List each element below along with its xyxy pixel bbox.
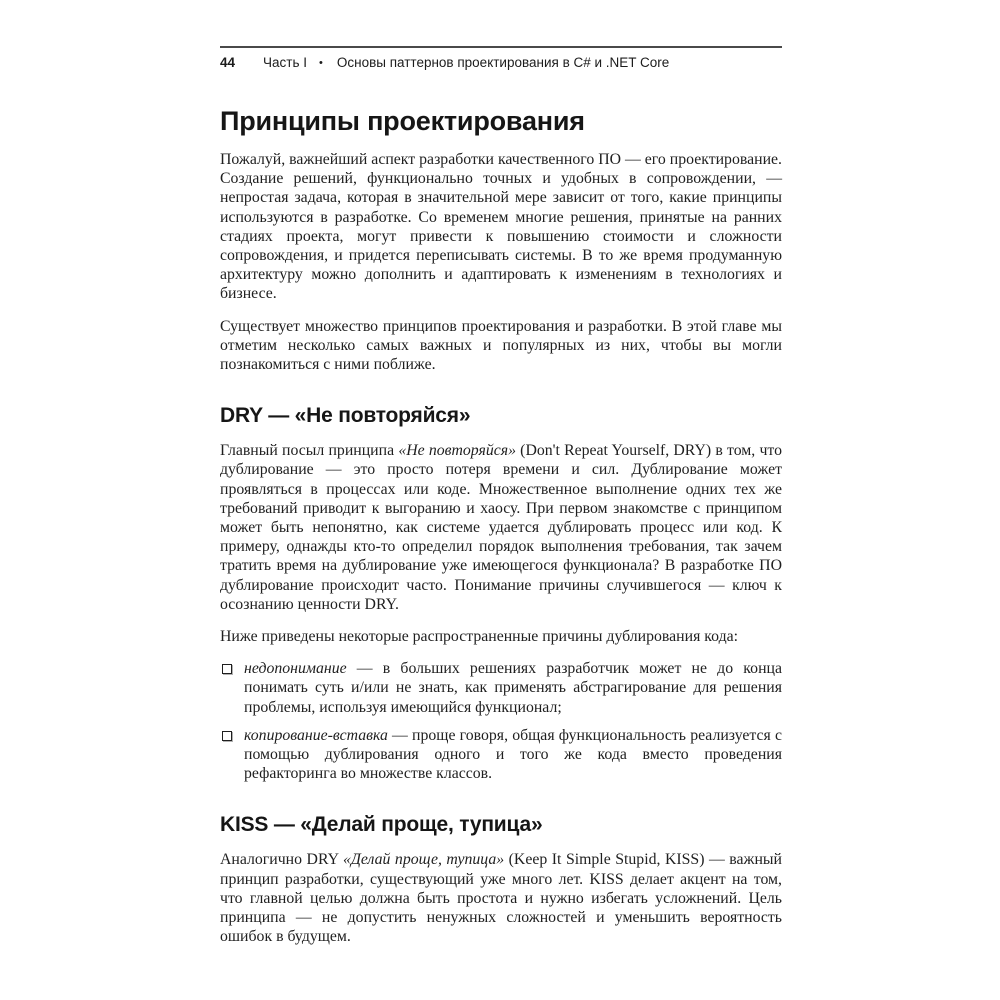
intro-paragraph-2: Существует множество принципов проектирования и разработки. В этой главе мы отметим несколько самых важных и популярных из них, чтобы вы могли познакомиться с ними поближе. <box>220 317 782 374</box>
page-number: 44 <box>220 55 236 70</box>
chapter-title: Основы паттернов проектирования в C# и .NET Core <box>336 55 670 70</box>
list-item <box>220 659 782 717</box>
list-item <box>220 726 782 784</box>
section-heading-dry: DRY — «Не повторяйся» <box>220 404 471 428</box>
kiss-paragraph-1: Аналогично DRY «Делай проще, тупица» (Keep It Simple Stupid, KISS) — важный принцип разработки, существующий уже много лет. KISS делает акцент на том, что главной целью должна быть простота и нужно избегать усложнений. Цель принципа — не допустить ненужных сложностей и уменьшить вероятность ошибок в будущем. <box>220 851 782 946</box>
list-item-text: копирование-вставка — проще говоря, общая функциональность реализуется с помощью дублирования одного и того же кода вместо проведения рефакторинга во множестве классов. <box>244 726 782 783</box>
intro-paragraph-1: Пожалуй, важнейший аспект разработки качественного ПО — его проектирование. Создание решений, функционально точных и удобных в сопровождении, — непростая задача, которая в значительной мере зависит от того, какие принципы используются в разработке. Со временем многие решения, принятые на ранних стадиях проекта, могут привести к повышению стоимости и сложности сопровождения, и придется переписывать системы. В то же время продуманную архитектуру можно дополнить и адаптировать к изменениям в технологиях и бизнесе. <box>220 151 782 303</box>
separator-bullet-icon: • <box>319 57 323 69</box>
running-head <box>220 55 782 70</box>
square-bullet-icon <box>222 731 232 741</box>
dry-paragraph-1: Главный посыл принципа «Не повторяйся» (Don't Repeat Yourself, DRY) в том, что дублирование — это просто потеря времени и сил. Дублирование может проявляться в процессах или коде. Множественное выполнение одних тех же требований приводит к выгоранию и хаосу. При первом знакомстве с принципом может быть непонятно, как системе удается дублировать процесс или код. К примеру, однажды кто-то определил порядок выполнения требования, так зачем тратить время на дублирование уже имеющегося функционала? В разработке ПО дублирование происходит часто. Понимание причины случившегося — ключ к осознанию ценности DRY. <box>220 442 782 613</box>
dry-paragraph-2: Ниже приведены некоторые распространенные причины дублирования кода: <box>220 628 739 646</box>
part-label: Часть I <box>263 55 308 70</box>
page-title: Принципы проектирования <box>220 106 585 136</box>
dry-causes-list <box>220 659 782 783</box>
list-item-text: недопонимание — в больших решениях разработчик может не до конца понимать суть и/или не знать, как применять абстрагирование для решения проблемы, используя имеющийся функционал; <box>244 660 782 716</box>
header-rule <box>220 46 782 48</box>
square-bullet-icon <box>222 664 232 674</box>
section-heading-kiss: KISS — «Делай проще, тупица» <box>220 813 543 837</box>
